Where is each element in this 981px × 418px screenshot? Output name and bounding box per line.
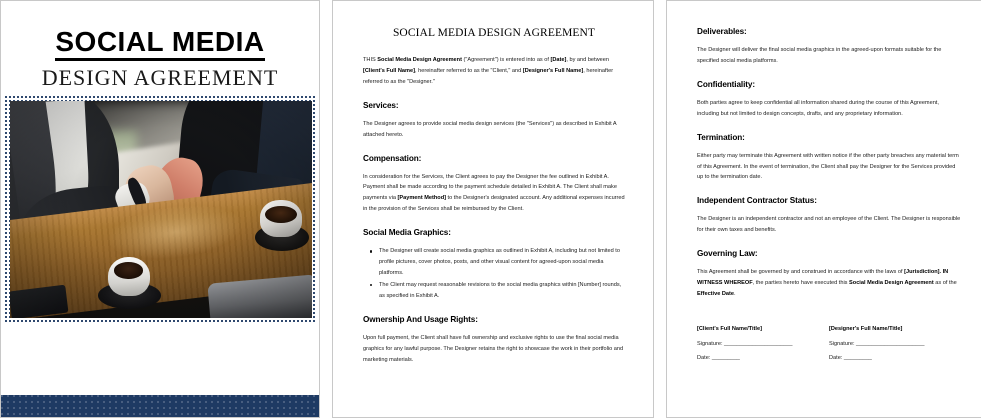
cover-subtitle: DESIGN AGREEMENT [41,65,279,91]
section-body-services: The Designer agrees to provide social media design services (the "Services") as described in Exhibit A attached hereto. [363,120,617,138]
intro-b4: [Designer's Full Name] [522,67,584,74]
comp-t1: In consideration for the Services, the Client agrees to pay the Designer the fee outlined in Exhibit A. Payment shall be made according to the payment schedule detailed in Exhibit A. The Client shall make payments via [363,173,617,202]
section-heading-deliverables: Deliverables: [697,27,747,36]
page-2-heading: SOCIAL MEDIA DESIGN AGREEMENT [392,27,596,39]
section-heading-independent-contractor-status: Independent Contractor Status: [697,196,817,206]
cover-title: SOCIAL MEDIA [55,27,264,61]
gov-t3: as of the [933,280,957,287]
section-heading-confidentiality: Confidentiality: [697,79,755,89]
intro-b2: [Date] [550,57,567,63]
list-item: The Designer will create social media graphics as outlined in Exhibit A, including but not limited to profile pictures, cover photos, posts, and other visual content for agreed-upon social media platforms. [379,246,625,279]
page-3 [666,0,981,418]
intro-b3: [Client's Full Name] [363,67,415,74]
page-2 [332,0,654,418]
client-name-field: [Client's Full Name/Title] [697,325,762,332]
section-body-ownership-usage-rights: Upon full payment, the Client shall have full ownership and exclusive rights to use the final social media graphics for any lawful purpose. The Designer retains the right to showcase the work in their portfolio and marketing materials. [363,334,624,363]
section-heading-social-media-graphics: Social Media Graphics: [363,228,451,238]
page-1-cover [0,0,320,418]
section-heading-compensation: Compensation: [363,153,422,163]
section-heading-services: Services: [363,100,399,110]
page-gap [654,0,666,418]
intro-t5: , hereinafter referred to as the "Designer." [363,67,614,85]
section-body-independent-contractor-status: The Designer is an independent contractor and not an employee of the Client. The Designer is responsible for their own taxes and benefits. [697,216,961,234]
gov-t2: , the parties hereto have executed this [752,280,850,287]
cover-content [1,1,319,417]
section-body-compensation [363,172,625,216]
designer-date-line[interactable]: Date: _________ [829,354,872,361]
section-body-termination: Either party may terminate this Agreement with written notice if the other party breaches any material term of this Agreement. In the event of termination, the Client shall pay the Designer for the Services provided up to the termination date. [697,152,959,181]
section-heading-ownership-usage-rights: Ownership And Usage Rights: [363,314,478,324]
comp-t2: to the Designer's designated account. Any additional expenses incurred in the provision of the Services shall be reimbursed by the Client. [363,195,625,213]
gov-b3: Effective Date [697,290,734,297]
signature-column-designer [829,326,961,369]
client-date-line[interactable]: Date: _________ [697,354,740,361]
cover-title-block [1,1,319,90]
cover-photo-dotted-frame [5,96,317,323]
cover-photo [10,101,312,318]
page-3-body [697,27,961,407]
intro-t1: THIS [363,57,378,63]
intro-b1: Social Media Design Agreement [377,57,462,63]
gov-b1: [Jurisdiction]. IN WITNESS WHEREOF [697,269,949,287]
section-heading-governing-law: Governing Law: [697,249,758,259]
intro-t4: , hereinafter referred to as the "Client," and [415,67,523,74]
section-body-governing-law [697,267,961,300]
signature-block [697,326,961,369]
gov-t1: This Agreement shall be governed by and construed in accordance with the laws of [697,269,905,276]
intro-paragraph [363,55,625,88]
intro-t2: ("Agreement") is entered into as of [461,57,551,63]
page-2-body [363,27,625,407]
gov-t4: . [734,290,736,297]
cover-footer-band [1,395,319,417]
gov-b2: Social Media Design Agreement [849,280,934,287]
list-item: The Client may request reasonable revisions to the social media graphics within [Number] rounds, as specified in Exhibit A. [379,280,625,302]
social-media-graphics-list [363,246,625,302]
section-heading-termination: Termination: [697,132,745,142]
intro-t3: , by and between [566,57,609,63]
signature-column-client [697,326,829,369]
designer-name-field: [Designer's Full Name/Title] [829,325,903,332]
designer-signature-line[interactable]: Signature: ______________________ [829,340,925,347]
section-body-deliverables: The Designer will deliver the final social media graphics in the agreed-upon formats suitable for the specified social media platforms. [697,47,942,64]
comp-b1: [Payment Method] [397,195,446,202]
photo-vignette [10,101,312,318]
section-body-confidentiality: Both parties agree to keep confidential all information shared during the course of this Agreement, including but not limited to design concepts, drafts, and any proprietary information. [697,99,939,117]
page-gap [320,0,332,418]
client-signature-line[interactable]: Signature: ______________________ [697,340,793,347]
